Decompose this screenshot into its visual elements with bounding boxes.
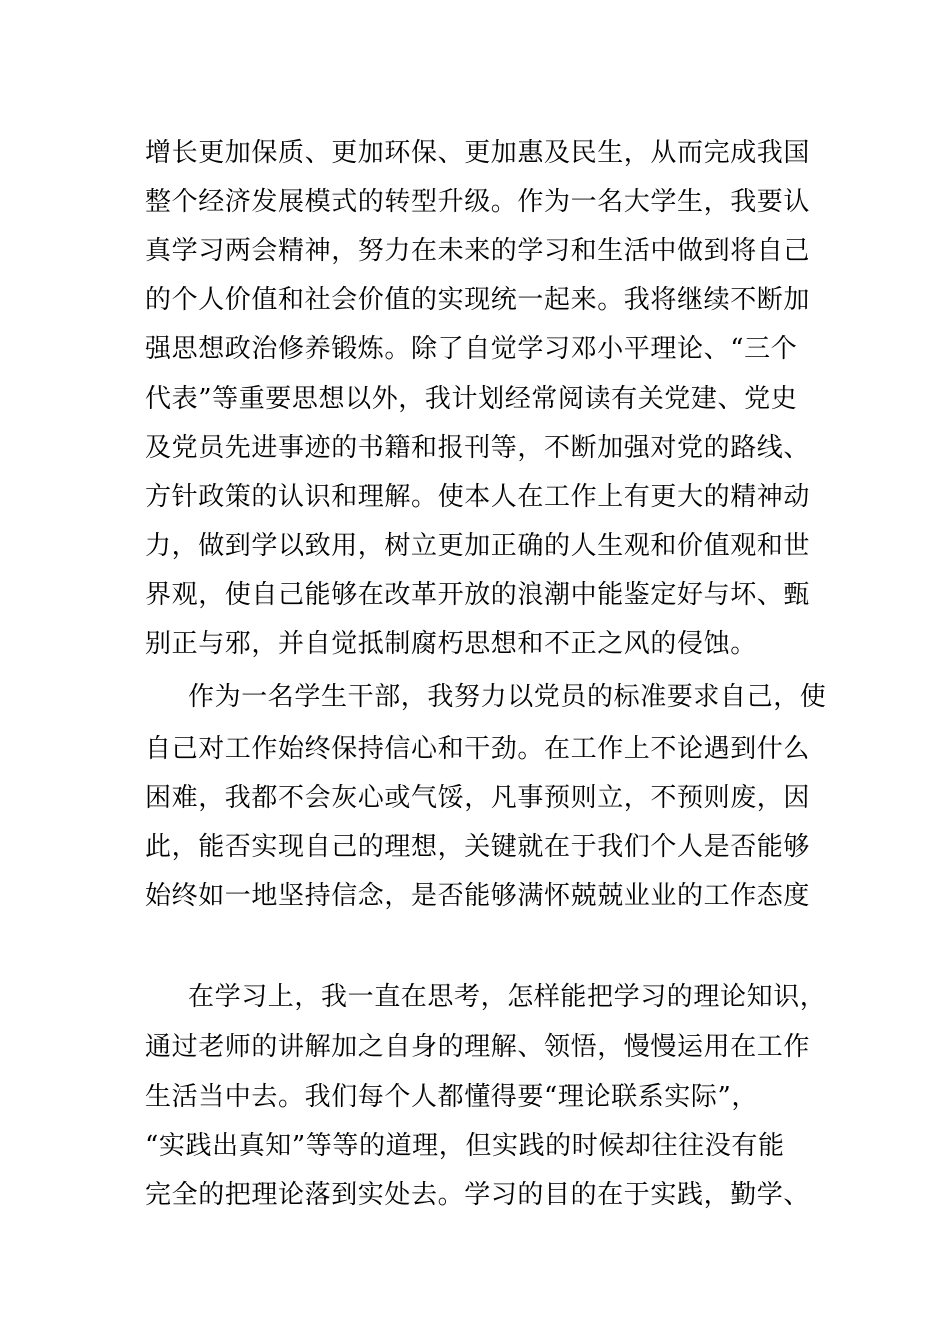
text-line: 真学习两会精神，努力在未来的学习和生活中做到将自己	[145, 236, 811, 266]
text-line: 代表”等重要思想以外，我计划经常阅读有关党建、党史	[145, 384, 798, 414]
text-line: 在学习上，我一直在思考，怎样能把学习的理论知识，	[188, 982, 827, 1012]
text-line: 力，做到学以致用，树立更加正确的人生观和价值观和世	[145, 531, 811, 561]
text-line: 自己对工作始终保持信心和干劲。在工作上不论遇到什么	[145, 734, 811, 764]
text-line: 完全的把理论落到实处去。学习的目的在于实践，勤学、	[145, 1180, 811, 1210]
text-line: 始终如一地坚持信念，是否能够满怀兢兢业业的工作态度	[145, 881, 811, 911]
text-line: 生活当中去。我们每个人都懂得要“理论联系实际”，	[145, 1082, 758, 1112]
text-line: 强思想政治修养锻炼。除了自觉学习邓小平理论、“三个	[145, 334, 798, 364]
text-line: 界观，使自己能够在改革开放的浪潮中能鉴定好与坏、甄	[145, 580, 811, 610]
text-line: 整个经济发展模式的转型升级。作为一名大学生，我要认	[145, 187, 811, 217]
text-line: 及党员先进事迹的书籍和报刊等，不断加强对党的路线、	[145, 433, 811, 463]
text-line: “实践出真知”等等的道理，但实践的时候却往往没有能	[145, 1131, 785, 1161]
text-line: 增长更加保质、更加环保、更加惠及民生，从而完成我国	[145, 138, 811, 168]
text-line: 别正与邪，并自觉抵制腐朽思想和不正之风的侵蚀。	[145, 629, 757, 659]
text-line: 作为一名学生干部，我努力以党员的标准要求自己，使	[188, 682, 827, 712]
text-line: 此，能否实现自己的理想，关键就在于我们个人是否能够	[145, 832, 811, 862]
text-line: 方针政策的认识和理解。使本人在工作上有更大的精神动	[145, 482, 811, 512]
text-line: 困难，我都不会灰心或气馁，凡事预则立，不预则废，因	[145, 783, 811, 813]
text-line: 的个人价值和社会价值的实现统一起来。我将继续不断加	[145, 285, 811, 315]
text-line: 通过老师的讲解加之自身的理解、领悟，慢慢运用在工作	[145, 1032, 811, 1062]
